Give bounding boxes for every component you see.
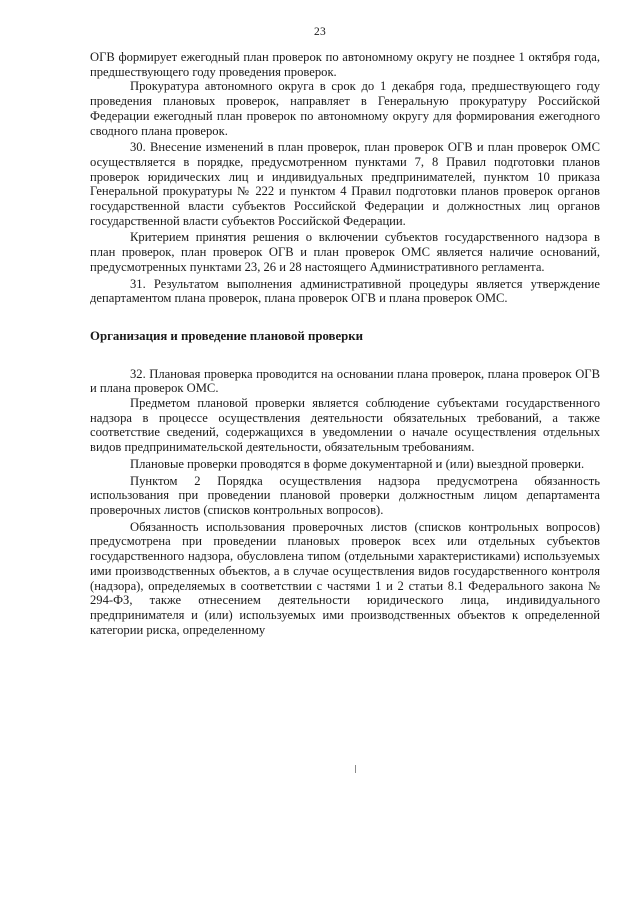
- paragraph-10: Обязанность использования проверочных листов (списков контрольных вопросов) предусмотрена при проведении плановых проверок всех или отдельных субъектов государственного надзора, обусловлена типом (отдельными характеристиками) используемых ими производственных объектов, а в случае осуществления видов государственного контроля (надзора), определяемых в соответствии с частями 1 и 2 статьи 8.1 Федерального закона № 294-ФЗ, также отнесением деятельности юридического лица, индивидуального предпринимателя и (или) используемых ими производственных объектов к определенной категории риска, определенному: [90, 519, 600, 637]
- paragraph-3: 30. Внесение изменений в план проверок, план проверок ОГВ и план проверок ОМС осуществляется в порядке, предусмотренном пунктами 7, 8 Правил подготовки планов проверок юридических лиц и индивидуальных предпринимателей, пунктом 10 приказа Генеральной прокуратуры № 222 и пунктом 4 Правил подготовки планов проверок органов государственной власти субъектов Российской Федерации и должностных лиц органов государственной власти субъектов Российской Федерации.: [90, 140, 600, 228]
- paragraph-4: Критерием принятия решения о включении субъектов государственного надзора в план проверок, план проверок ОГВ и план проверок ОМС является наличие оснований, предусмотренных пунктами 23, 26 и 28 настоящего Административного регламента.: [90, 230, 600, 274]
- section-heading: Организация и проведение плановой проверки: [90, 328, 364, 343]
- document-body: [90, 50, 600, 637]
- paragraph-6: 32. Плановая проверка проводится на основании плана проверок, плана проверок ОГВ и плана проверок ОМС.: [90, 366, 600, 396]
- paragraph-9: Пунктом 2 Порядка осуществления надзора предусмотрена обязанность использования при проведении плановой проверки должностным лицом департамента проверочных листов (списков контрольных вопросов).: [90, 473, 600, 517]
- paragraph-5: 31. Результатом выполнения административной процедуры является утверждение департаментом плана проверок, плана проверок ОГВ и плана проверок ОМС.: [90, 276, 600, 306]
- paragraph-1: ОГВ формирует ежегодный план проверок по автономному округу не позднее 1 октября года, предшествующего году проведения проверок.: [90, 50, 600, 79]
- page-number: 23: [314, 26, 326, 38]
- paragraph-8: Плановые проверки проводятся в форме документарной и (или) выездной проверки.: [130, 456, 585, 471]
- scan-mark: [355, 765, 356, 773]
- paragraph-2: Прокуратура автономного округа в срок до 1 декабря года, предшествующего году проведения плановых проверок, направляет в Генеральную прокуратуру Российской Федерации ежегодный план проверок по автономному округу для формирования ежегодного сводного плана проверок.: [90, 79, 600, 138]
- paragraph-7: Предметом плановой проверки является соблюдение субъектами государственного надзора в процессе осуществления деятельности обязательных требований, а также соответствие сведений, содержащихся в уведомлении о начале осуществления отдельных видов предпринимательской деятельности, обязательным требованиям.: [90, 396, 600, 455]
